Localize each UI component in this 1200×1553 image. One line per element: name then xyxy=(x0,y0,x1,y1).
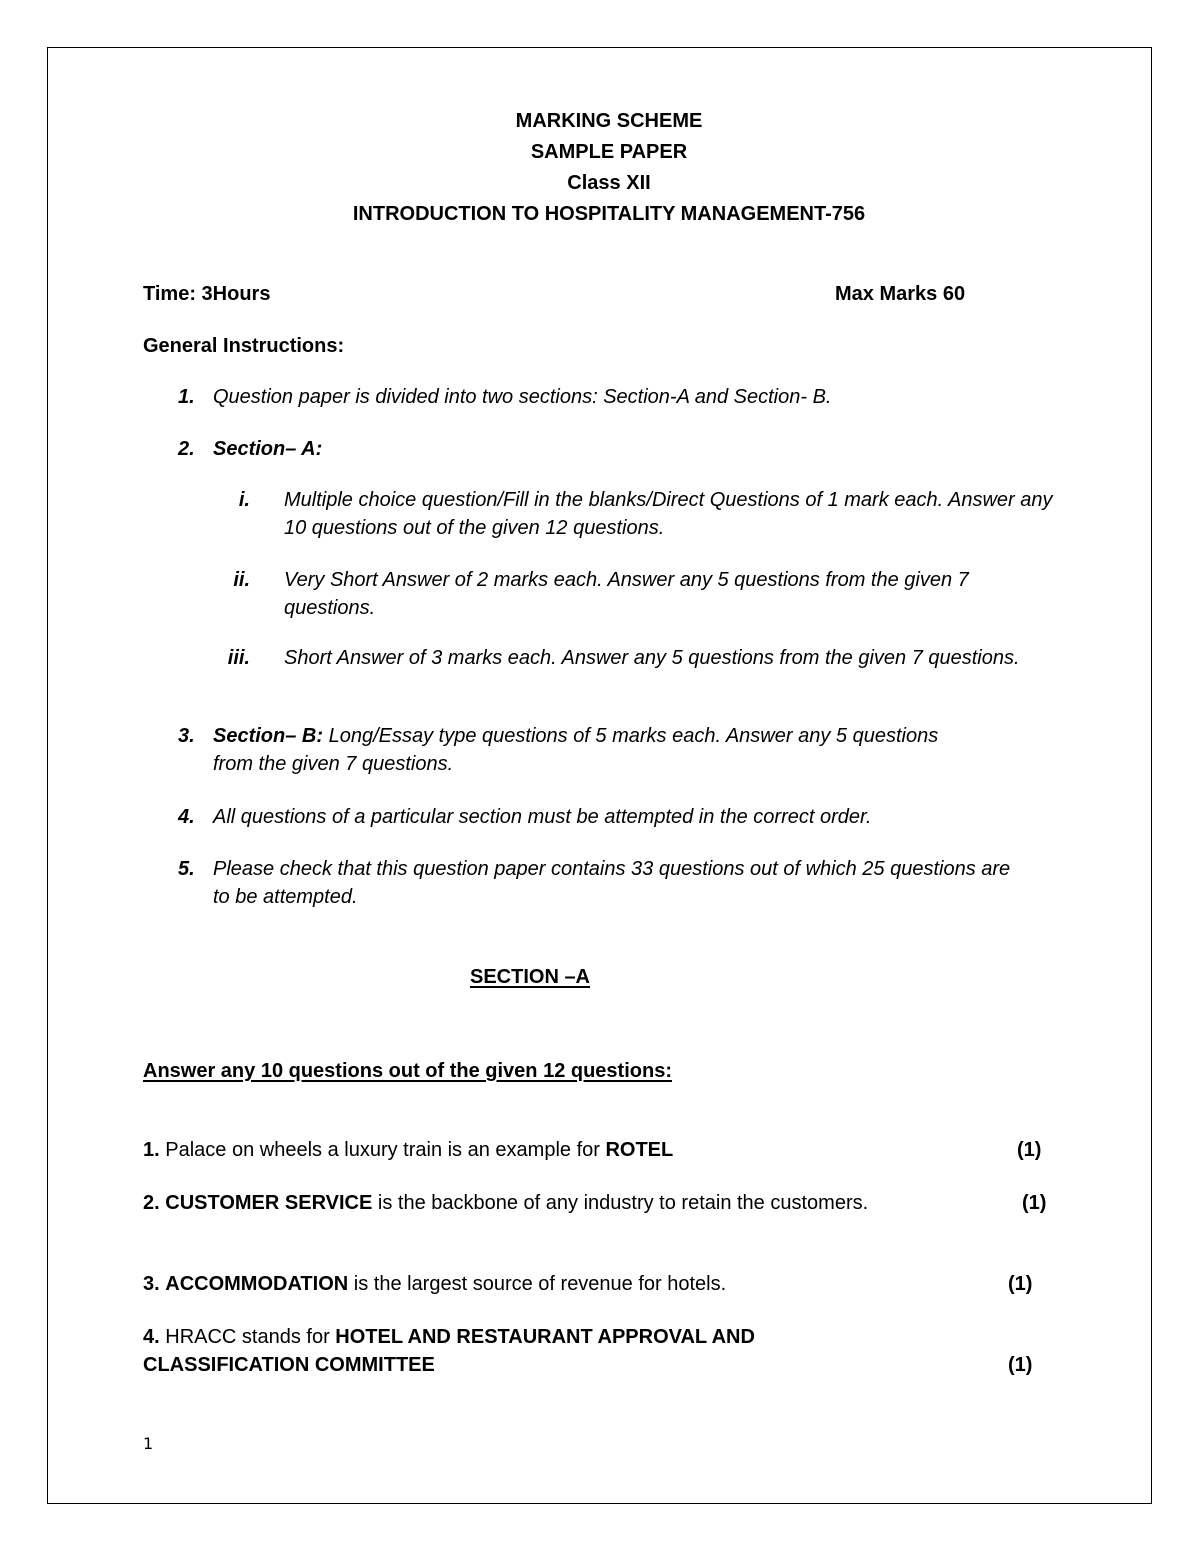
instruction-5-number: 5. xyxy=(178,858,195,880)
section-a-subtitle: Answer any 10 questions out of the given 12 questions: xyxy=(143,1060,672,1082)
question-1-marks: (1) xyxy=(1017,1139,1042,1161)
question-4-answer-line2: CLASSIFICATION COMMITTEE xyxy=(143,1354,435,1376)
question-2-answer: CUSTOMER SERVICE xyxy=(165,1192,373,1214)
question-4-marks: (1) xyxy=(1008,1354,1033,1376)
time-label: Time: 3Hours xyxy=(143,283,271,305)
question-4-number: 4. xyxy=(143,1326,160,1348)
question-4 xyxy=(143,1323,963,1379)
question-4-text: HRACC stands for xyxy=(159,1326,336,1348)
instruction-2-number: 2. xyxy=(178,438,195,460)
instruction-3-body: Long/Essay type questions of 5 marks each. Answer any 5 questions from the given 7 questions. xyxy=(213,725,939,775)
question-1-answer: ROTEL xyxy=(605,1139,674,1161)
question-4-answer-line1: HOTEL AND RESTAURANT APPROVAL AND xyxy=(335,1326,755,1348)
question-1-text: Palace on wheels a luxury train is an example for xyxy=(159,1139,606,1161)
instruction-1-number: 1. xyxy=(178,386,195,408)
doc-subtitle: SAMPLE PAPER xyxy=(530,141,688,163)
sub-ii-text: Very Short Answer of 2 marks each. Answer any 5 questions from the given 7 questions. xyxy=(284,569,969,619)
sub-ii-number: ii. xyxy=(233,569,250,591)
sub-iii-text: Short Answer of 3 marks each. Answer any 5 questions from the given 7 questions. xyxy=(284,647,1020,669)
question-2-number: 2. xyxy=(143,1192,160,1214)
question-2-marks: (1) xyxy=(1022,1192,1047,1214)
instruction-5-text: Please check that this question paper contains 33 questions out of which 25 questions are to be attempted. xyxy=(213,858,1011,908)
question-1 xyxy=(143,1136,673,1164)
question-3-answer: ACCOMMODATION xyxy=(165,1273,349,1295)
sub-i-number: i. xyxy=(238,489,250,511)
instruction-2-text: Section– A: xyxy=(213,438,323,460)
max-marks-label: Max Marks 60 xyxy=(835,283,966,305)
instruction-4-text: All questions of a particular section must be attempted in the correct order. xyxy=(213,806,872,828)
doc-title: MARKING SCHEME xyxy=(515,110,703,132)
instruction-1-text: Question paper is divided into two sections: Section-A and Section- B. xyxy=(213,386,832,408)
question-3-number: 3. xyxy=(143,1273,160,1295)
instruction-4-number: 4. xyxy=(178,806,195,828)
class-label: Class XII xyxy=(567,172,651,194)
sub-i-text: Multiple choice question/Fill in the blanks/Direct Questions of 1 mark each. Answer any 10 questions out of the given 12 questions. xyxy=(284,489,1053,539)
page-number: 1 xyxy=(143,1434,154,1453)
question-2-text: is the backbone of any industry to retain the customers. xyxy=(372,1192,869,1214)
instruction-3-bold: Section– B: xyxy=(213,725,324,747)
question-3-marks: (1) xyxy=(1008,1273,1033,1295)
instruction-3-text xyxy=(213,722,973,778)
section-a-title: SECTION –A xyxy=(469,966,591,988)
instructions-title: General Instructions: xyxy=(143,335,345,357)
question-3 xyxy=(143,1270,726,1298)
subject-title: INTRODUCTION TO HOSPITALITY MANAGEMENT-756 xyxy=(352,203,866,225)
question-3-text: is the largest source of revenue for hotels. xyxy=(348,1273,727,1295)
instruction-3-number: 3. xyxy=(178,725,195,747)
sub-iii-number: iii. xyxy=(227,647,250,669)
question-1-number: 1. xyxy=(143,1139,160,1161)
question-2 xyxy=(143,1189,868,1217)
